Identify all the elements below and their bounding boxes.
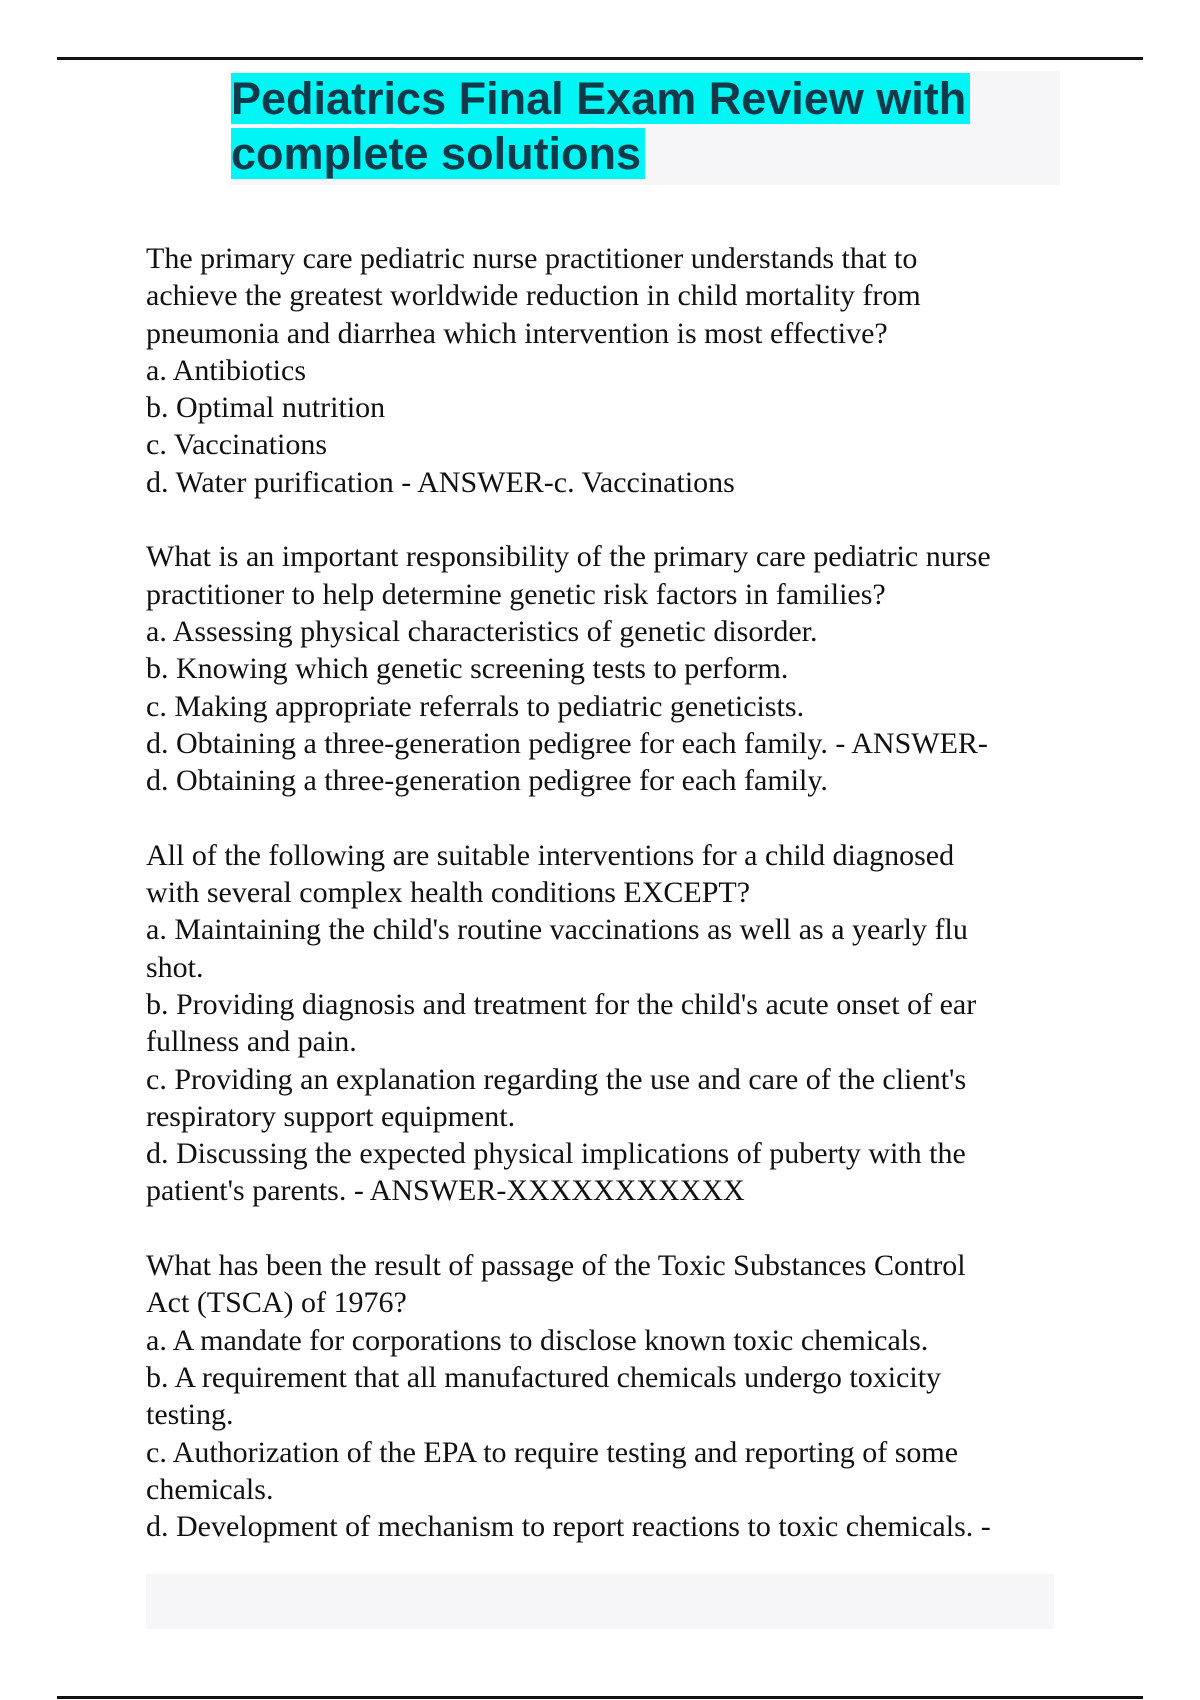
blurred-content-placeholder — [146, 1574, 1054, 1629]
question-text-line: b. Providing diagnosis and treatment for the child's acute onset of ear — [146, 987, 977, 1021]
question-text-line: a. Antibiotics — [146, 353, 306, 387]
question-text-line: respiratory support equipment. — [146, 1099, 516, 1133]
question-text-line: d. Development of mechanism to report reactions to toxic chemicals. - — [146, 1510, 991, 1544]
question-text-line: a. Assessing physical characteristics of genetic disorder. — [146, 614, 818, 648]
question-text-line: b. Knowing which genetic screening tests to perform. — [146, 652, 789, 686]
question-text-line: d. Water purification - ANSWER-c. Vaccinations — [146, 465, 735, 499]
question-text-line: patient's parents. - ANSWER-XXXXXXXXXXX — [146, 1174, 745, 1208]
question-text-line: All of the following are suitable interventions for a child diagnosed — [146, 838, 955, 872]
title-line-1: Pediatrics Final Exam Review with — [231, 73, 970, 124]
top-rule — [57, 57, 1143, 60]
question-text-line: practitioner to help determine genetic risk factors in families? — [146, 577, 886, 611]
question-text-line: c. Vaccinations — [146, 428, 328, 462]
question-block — [146, 1247, 991, 1545]
bottom-rule — [57, 1696, 1143, 1699]
title-line-2: complete solutions — [231, 128, 645, 179]
question-text-line: chemicals. — [146, 1472, 274, 1506]
question-block — [146, 837, 991, 1210]
question-block — [146, 538, 991, 799]
question-text-line: a. Maintaining the child's routine vaccinations as well as a yearly flu — [146, 913, 968, 947]
question-text-line: b. A requirement that all manufactured chemicals undergo toxicity — [146, 1360, 942, 1394]
question-text-line: c. Making appropriate referrals to pediatric geneticists. — [146, 689, 805, 723]
question-text-line: d. Discussing the expected physical implications of puberty with the — [146, 1137, 966, 1171]
question-text-line: with several complex health conditions EXCEPT? — [146, 876, 751, 910]
question-text-line: What is an important responsibility of the primary care pediatric nurse — [146, 540, 991, 574]
question-text-line: pneumonia and diarrhea which intervention is most effective? — [146, 316, 888, 350]
question-text-line: c. Providing an explanation regarding the use and care of the client's — [146, 1062, 967, 1096]
question-text-line: shot. — [146, 950, 204, 984]
question-text-line: testing. — [146, 1398, 234, 1432]
question-text-line: The primary care pediatric nurse practitioner understands that to — [146, 242, 918, 275]
question-text-line: d. Obtaining a three-generation pedigree for each family. - ANSWER- — [146, 726, 988, 760]
question-text-line: What has been the result of passage of the Toxic Substances Control — [146, 1249, 966, 1283]
page-title — [231, 71, 1031, 181]
question-text-line: c. Authorization of the EPA to require testing and reporting of some — [146, 1435, 959, 1469]
question-text-line: d. Obtaining a three-generation pedigree for each family. — [146, 764, 828, 798]
question-list — [146, 240, 991, 1583]
question-text-line: a. A mandate for corporations to disclose known toxic chemicals. — [146, 1323, 929, 1357]
question-text-line: achieve the greatest worldwide reduction in child mortality from — [146, 279, 921, 313]
question-text-line: Act (TSCA) of 1976? — [146, 1286, 407, 1320]
question-block — [146, 240, 991, 501]
question-text-line: b. Optimal nutrition — [146, 391, 386, 425]
question-text-line: fullness and pain. — [146, 1025, 357, 1059]
